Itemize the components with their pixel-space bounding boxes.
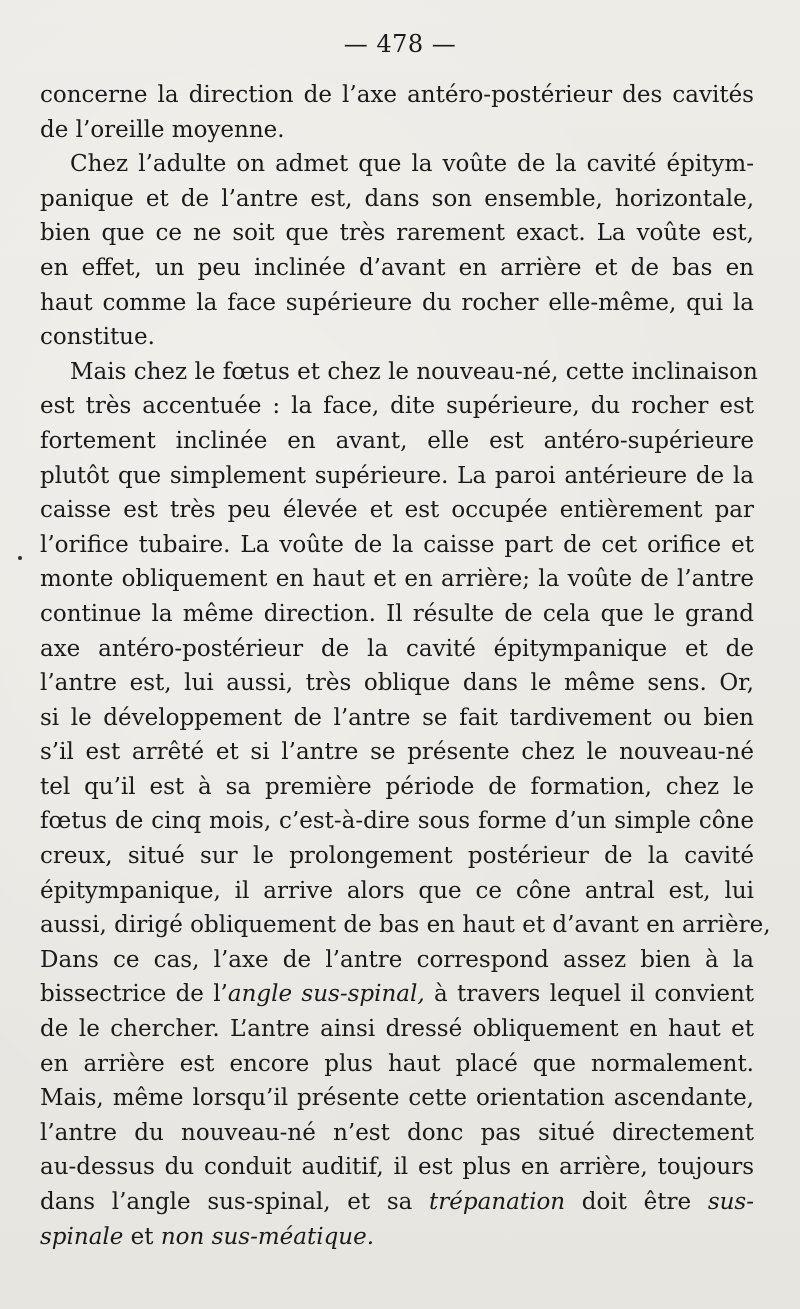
italic-text: sus- (707, 1189, 755, 1215)
line-text: l’antre est, lui aussi, très oblique dans le même sens. Or, (40, 670, 754, 697)
margin-mark (18, 556, 22, 560)
line-text: Mais, même lorsqu’il présente cette orientation ascendante, (40, 1085, 754, 1112)
text-line (40, 1220, 754, 1255)
line-text: de le chercher. L’antre ainsi dressé obliquement en haut et (40, 1016, 754, 1043)
line-text: panique et de l’antre est, dans son ensemble, horizontale, (40, 185, 754, 212)
text-line (40, 1116, 754, 1151)
text-line (40, 977, 754, 1012)
line-text: bissectrice de l’ (40, 981, 228, 1008)
text-line (40, 874, 754, 909)
line-text: constitue. (40, 324, 155, 351)
text-line (40, 355, 758, 390)
line-text: l’antre du nouveau-né n’est donc pas situé directement (40, 1119, 754, 1146)
line-text: en effet, un peu inclinée d’avant en arrière et de bas en (40, 254, 754, 281)
text-line (40, 666, 754, 701)
line-text: monte obliquement en haut et en arrière; la voûte de l’antre (40, 566, 754, 593)
text-line (40, 562, 754, 597)
line-text: fortement inclinée en avant, elle est antéro-supérieure (40, 427, 754, 454)
line-text: Chez l’adulte on admet que la voûte de la cavité épitym- (70, 151, 754, 178)
text-line (40, 493, 754, 528)
text-line (40, 424, 754, 459)
text-line (40, 78, 754, 113)
line-text: axe antéro-postérieur de la cavité épitympanique et de (40, 635, 754, 662)
line-text: de l’oreille moyenne. (40, 116, 285, 143)
text-line (40, 251, 754, 286)
text-line (40, 389, 754, 424)
text-line (40, 701, 754, 736)
line-text: en arrière est encore plus haut placé que normalement. (40, 1050, 754, 1077)
text-line (40, 320, 754, 355)
text-line (40, 1012, 754, 1047)
line-text: aussi, dirigé obliquement de bas en haut et d’avant en arrière, (40, 912, 771, 939)
line-text: dans l’angle sus-spinal, et sa (40, 1189, 430, 1215)
body-text (40, 78, 771, 1254)
text-line (40, 804, 754, 839)
text-line (40, 770, 754, 805)
text-line (40, 147, 754, 182)
text-line (40, 632, 754, 667)
text-line (40, 182, 754, 217)
text-line (40, 908, 771, 943)
line-text: concerne la direction de l’axe antéro-postérieur des cavités (40, 82, 754, 108)
line-text: épitympanique, il arrive alors que ce cône antral est, lui (40, 877, 754, 904)
text-line (40, 459, 754, 494)
italic-text: spinale (40, 1223, 124, 1250)
line-text: creux, situé sur le prolongement postérieur de la cavité (40, 843, 754, 870)
text-line (40, 1185, 754, 1220)
text-line (40, 735, 754, 770)
page-number: — 478 — (343, 30, 457, 58)
line-text: Mais chez le fœtus et chez le nouveau-né, cette inclinaison (70, 358, 758, 385)
line-text: au-dessus du conduit auditif, il est plus en arrière, toujours (40, 1154, 754, 1181)
text-line (40, 286, 754, 321)
text-line (40, 528, 754, 563)
line-text: tel qu’il est à sa première période de formation, chez le (40, 773, 754, 800)
text-line (40, 839, 754, 874)
text-line (40, 216, 754, 251)
text-line (40, 1047, 754, 1082)
line-text: caisse est très peu élevée et est occupée entièrement par (40, 497, 754, 524)
text-line (40, 597, 754, 632)
italic-text: non sus-méatique. (160, 1223, 375, 1250)
italic-text: angle sus-spinal, (227, 981, 425, 1008)
line-text: bien que ce ne soit que très rarement exact. La voûte est, (40, 220, 754, 247)
line-text: continue la même direction. Il résulte de cela que le grand (40, 600, 754, 627)
line-text: l’orifice tubaire. La voûte de la caisse part de cet orifice et (40, 531, 754, 558)
line-text: Dans ce cas, l’axe de l’antre correspond assez bien à la (40, 946, 754, 973)
text-line (40, 1150, 754, 1185)
line-text: fœtus de cinq mois, c’est-à-dire sous forme d’un simple cône (40, 808, 754, 835)
line-text: plutôt que simplement supérieure. La paroi antérieure de la (40, 462, 754, 489)
line-text: doit être (565, 1189, 708, 1215)
line-text: s’il est arrêté et si l’antre se présente chez le nouveau-né (40, 739, 754, 766)
text-line (40, 943, 754, 978)
line-text: et (123, 1223, 161, 1250)
line-text: à travers lequel il convient (424, 981, 754, 1008)
text-line (40, 1081, 754, 1116)
text-line (40, 113, 754, 148)
italic-text: trépanation (429, 1189, 566, 1215)
line-text: si le développement de l’antre se fait tardivement ou bien (40, 704, 754, 731)
line-text: est très accentuée : la face, dite supérieure, du rocher est (40, 393, 754, 420)
line-text: haut comme la face supérieure du rocher elle-même, qui la (40, 289, 754, 316)
